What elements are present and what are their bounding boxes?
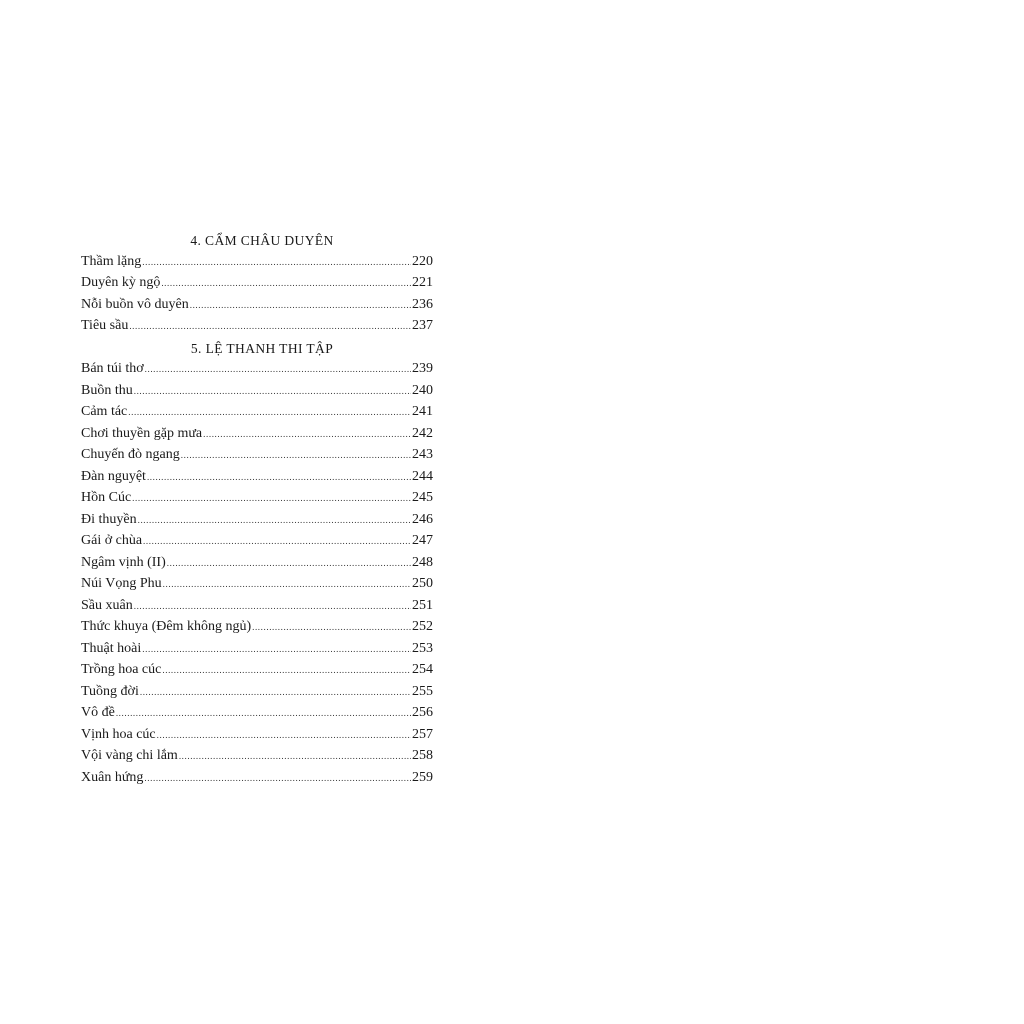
dot-leader — [129, 316, 411, 338]
entry-page: 257 — [412, 726, 433, 742]
toc-entry — [81, 530, 433, 552]
entry-title: Vô đề — [81, 705, 115, 720]
dot-leader — [145, 359, 411, 381]
entry-title: Tuồng đời — [81, 683, 139, 699]
entry-page: 242 — [412, 425, 433, 441]
entry-page: 248 — [412, 554, 433, 570]
toc-entry — [81, 616, 433, 638]
dot-leader — [134, 381, 411, 403]
dot-leader — [190, 295, 411, 317]
toc-entry — [81, 251, 433, 273]
toc-entry — [81, 444, 433, 466]
entry-title: Đàn nguyệt — [81, 468, 146, 484]
entry-title: Xuân hứng — [81, 769, 144, 785]
dot-leader — [163, 574, 411, 596]
entry-page: 256 — [412, 705, 433, 720]
toc-entry — [81, 466, 433, 488]
entry-title: Núi Vọng Phu — [81, 576, 162, 591]
entry-page: 245 — [412, 490, 433, 505]
dot-leader — [143, 531, 411, 553]
toc-entry — [81, 745, 433, 767]
entry-title: Trồng hoa cúc — [81, 662, 162, 677]
entry-title: Thầm lặng — [81, 253, 142, 269]
toc-entry — [81, 659, 433, 681]
dot-leader — [138, 510, 411, 532]
entry-page: 254 — [412, 662, 433, 677]
toc-entry — [81, 315, 433, 337]
entry-page: 251 — [412, 597, 433, 613]
toc-entry — [81, 552, 433, 574]
dot-leader — [134, 596, 411, 618]
dot-leader — [128, 402, 411, 424]
toc-entry — [81, 638, 433, 660]
dot-leader — [181, 445, 411, 467]
entry-page: 221 — [412, 275, 433, 290]
entry-page: 239 — [412, 361, 433, 376]
dot-leader — [179, 746, 411, 768]
entry-title: Tiêu sầu — [81, 318, 129, 333]
toc-entry — [81, 380, 433, 402]
entry-title: Hồn Cúc — [81, 490, 132, 505]
dot-leader — [147, 467, 411, 489]
dot-leader — [132, 488, 411, 510]
entry-page: 220 — [412, 253, 433, 269]
entry-page: 243 — [412, 447, 433, 462]
toc-entry — [81, 487, 433, 509]
entry-title: Bán túi thơ — [81, 361, 144, 376]
entry-page: 259 — [412, 769, 433, 785]
toc-entry — [81, 767, 433, 789]
toc-entry — [81, 681, 433, 703]
entry-title: Vịnh hoa cúc — [81, 726, 156, 742]
entry-page: 253 — [412, 640, 433, 656]
entry-title: Duyên kỳ ngộ — [81, 275, 161, 290]
entry-title: Vội vàng chi lắm — [81, 748, 178, 763]
toc-entry — [81, 272, 433, 294]
dot-leader — [144, 768, 411, 790]
entry-title: Buồn thu — [81, 382, 133, 398]
dot-leader — [116, 703, 411, 725]
entry-title: Thức khuya (Đêm không ngủ) — [81, 619, 252, 634]
entry-title: Thuật hoài — [81, 640, 142, 656]
entry-title: Gái ở chùa — [81, 533, 143, 548]
dot-leader — [167, 553, 411, 575]
entry-title: Chơi thuyền gặp mưa — [81, 425, 203, 441]
section-heading: 5. LỆ THANH THI TẬP — [190, 340, 334, 356]
dot-leader — [252, 617, 411, 639]
entry-page: 252 — [412, 619, 433, 634]
toc-entry — [81, 358, 433, 380]
toc-entry — [81, 509, 433, 531]
dot-leader — [162, 660, 411, 682]
toc-entry — [81, 724, 433, 746]
entry-page: 244 — [412, 468, 433, 484]
entry-title: Cảm tác — [81, 404, 128, 419]
entry-page: 240 — [412, 382, 433, 398]
entry-title: Chuyến đò ngang — [81, 447, 180, 462]
toc-entry — [81, 423, 433, 445]
entry-page: 246 — [412, 511, 433, 527]
entry-page: 241 — [412, 404, 433, 419]
dot-leader — [157, 725, 411, 747]
entry-page: 236 — [412, 296, 433, 312]
toc-entry — [81, 595, 433, 617]
entry-page: 258 — [412, 748, 433, 763]
entry-title: Nỗi buồn vô duyên — [81, 296, 189, 312]
dot-leader — [203, 424, 411, 446]
toc-entry — [81, 294, 433, 316]
dot-leader — [161, 273, 411, 295]
dot-leader — [142, 252, 411, 274]
section-heading: 4. CẨM CHÂU DUYÊN — [190, 233, 334, 248]
entry-title: Sầu xuân — [81, 597, 133, 613]
entry-page: 250 — [412, 576, 433, 591]
entry-page: 237 — [412, 318, 433, 333]
toc-entry — [81, 702, 433, 724]
dot-leader — [142, 639, 411, 661]
entry-page: 247 — [412, 533, 433, 548]
entry-title: Đi thuyền — [81, 511, 137, 527]
toc-entry — [81, 401, 433, 423]
entry-page: 255 — [412, 683, 433, 699]
table-of-contents — [81, 229, 433, 788]
dot-leader — [140, 682, 411, 704]
toc-entry — [81, 573, 433, 595]
entry-title: Ngâm vịnh (II) — [81, 554, 166, 570]
